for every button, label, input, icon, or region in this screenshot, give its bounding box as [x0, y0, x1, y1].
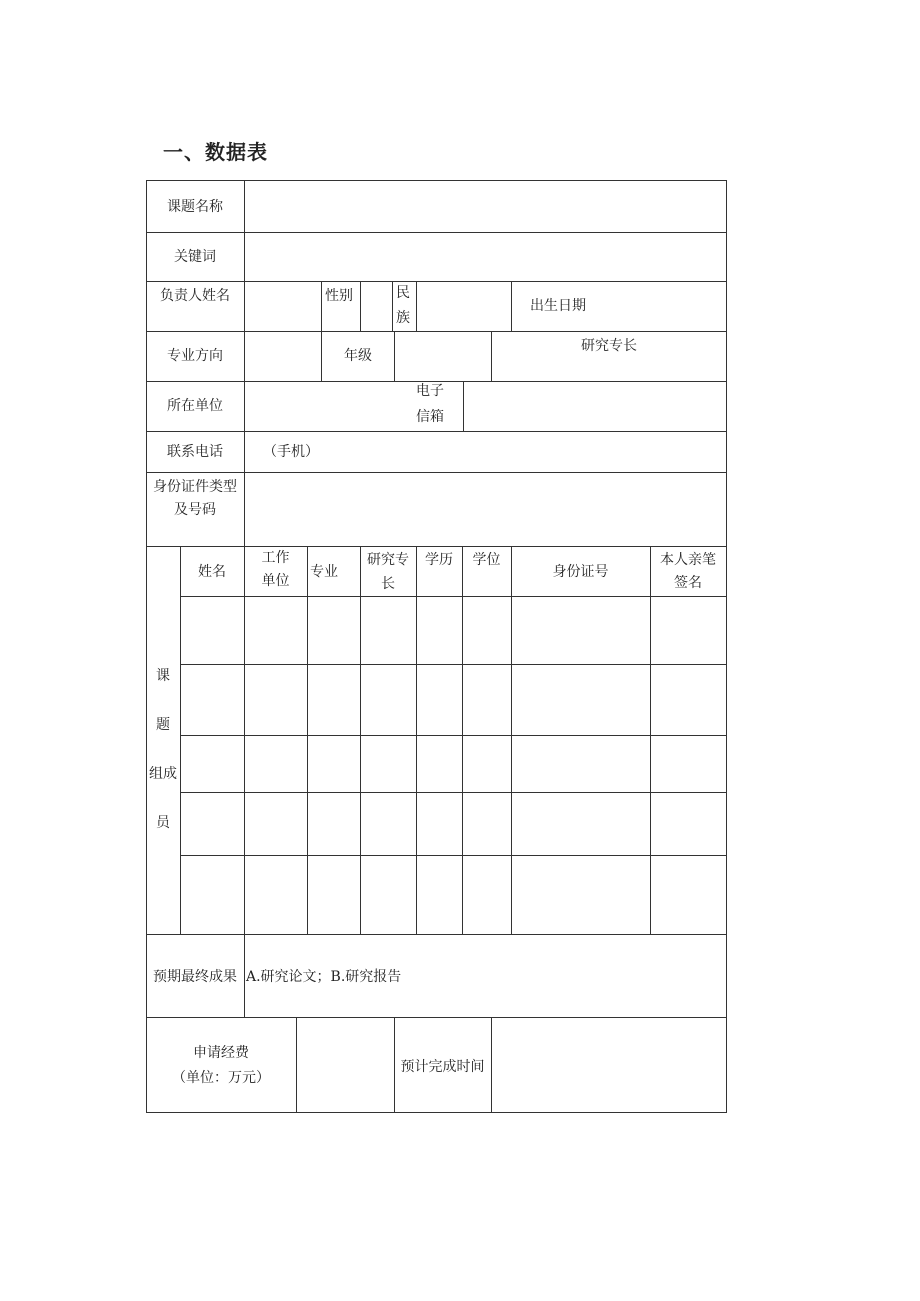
major-direction-field[interactable] [245, 332, 321, 381]
completion-time-label: 预计完成时间 [400, 1059, 485, 1075]
members-side-label-2: 题 [156, 717, 170, 733]
outcome-label: 预期最终成果 [153, 969, 237, 985]
member-header-name: 姓名 [198, 564, 226, 580]
member-row[interactable] [181, 856, 726, 934]
phone-label: 联系电话 [167, 444, 223, 460]
gender-field[interactable] [361, 282, 392, 331]
id-type-label-line2: 及号码 [174, 502, 216, 518]
phone-field[interactable] [330, 432, 725, 472]
email-label-line2: 信箱 [416, 409, 444, 425]
major-direction-label: 专业方向 [167, 348, 223, 364]
member-header-degree: 学位 [472, 552, 501, 568]
member-row[interactable] [181, 736, 726, 792]
email-label-line1: 电子 [416, 383, 444, 399]
phone-hint: （手机） [263, 444, 319, 460]
member-header-signature-2: 签名 [674, 575, 702, 591]
member-row[interactable] [181, 665, 726, 735]
keywords-label: 关键词 [174, 249, 216, 265]
member-header-work-unit-2: 单位 [261, 573, 290, 589]
members-side-label-1: 课 [156, 668, 170, 684]
gender-label: 性别 [325, 288, 353, 304]
member-header-education: 学历 [425, 552, 453, 568]
email-field[interactable] [464, 382, 725, 431]
members-side-label-4: 员 [156, 815, 170, 831]
outcome-value: A.研究论文；B.研究报告 [246, 969, 402, 985]
funding-label-line2: （单位：万元） [172, 1070, 270, 1086]
affiliation-label: 所在单位 [167, 398, 223, 414]
research-specialty-label: 研究专长 [581, 338, 637, 354]
member-header-work-unit-1: 工作 [261, 550, 290, 566]
id-type-label-line1: 身份证件类型 [153, 479, 237, 495]
member-row[interactable] [181, 793, 726, 855]
member-header-specialty-2: 长 [381, 576, 395, 592]
ethnicity-label-line1: 民 [396, 285, 410, 301]
grade-label: 年级 [344, 348, 372, 364]
completion-time-field[interactable] [492, 1018, 726, 1112]
member-row[interactable] [181, 597, 726, 664]
page-title: 一、数据表 [163, 140, 268, 164]
leader-name-field[interactable] [245, 282, 321, 331]
member-header-id-number: 身份证号 [552, 564, 609, 580]
member-header-signature-1: 本人亲笔 [660, 552, 716, 568]
funding-field[interactable] [297, 1018, 394, 1112]
id-type-field[interactable] [245, 473, 725, 546]
members-side-label-3: 组成 [149, 766, 177, 782]
leader-name-label: 负责人姓名 [160, 288, 230, 304]
ethnicity-label-line2: 族 [396, 310, 410, 326]
topic-name-label: 课题名称 [167, 199, 223, 215]
grade-field[interactable] [395, 332, 491, 381]
birth-date-label: 出生日期 [530, 298, 586, 314]
keywords-field[interactable] [245, 233, 725, 281]
funding-label-line1: 申请经费 [193, 1045, 249, 1061]
topic-name-field[interactable] [245, 181, 725, 232]
affiliation-field[interactable] [245, 382, 410, 431]
ethnicity-field[interactable] [417, 282, 511, 331]
member-header-major: 专业 [310, 564, 338, 580]
member-header-specialty-1: 研究专 [367, 552, 409, 568]
